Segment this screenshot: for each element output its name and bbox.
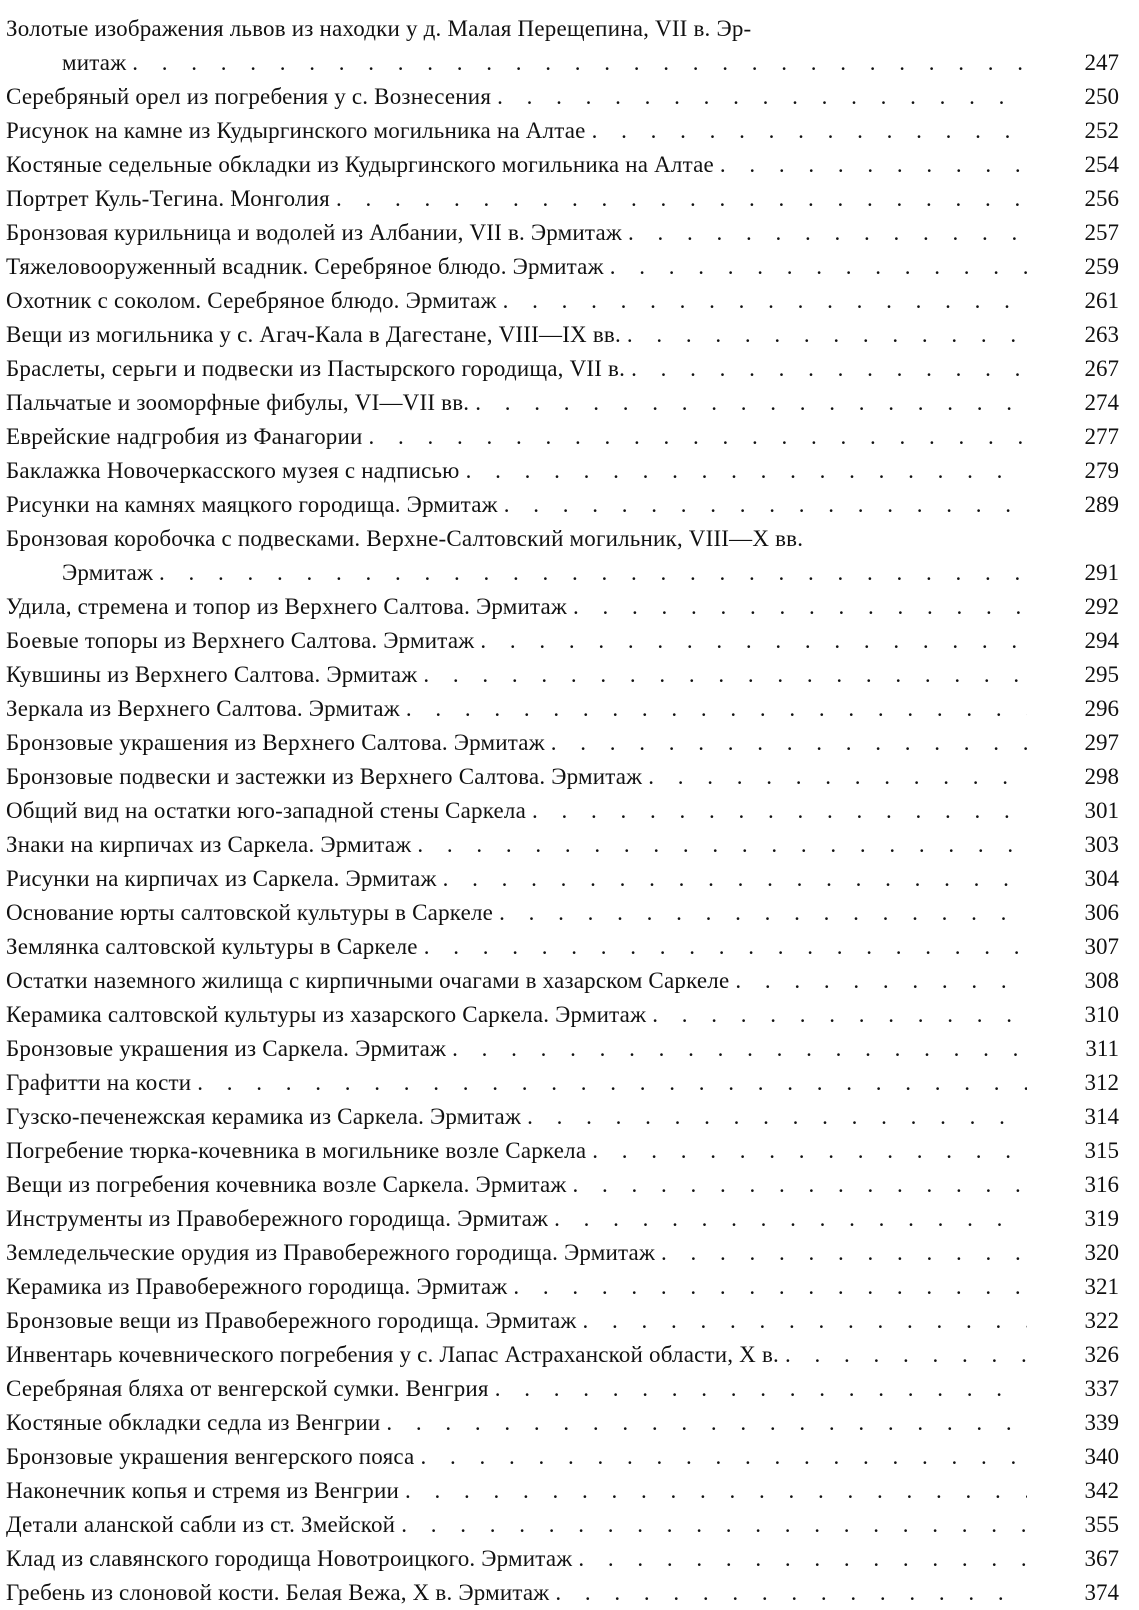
page-number: 316	[1084, 1172, 1119, 1197]
dot-leader	[631, 352, 1027, 386]
page-number: 279	[1084, 458, 1119, 483]
list-item	[6, 692, 1123, 726]
entry-text	[6, 726, 1027, 760]
entry-title: Бронзовая коробочка с подвесками. Верхне-Салтовский могильник, VIII—X вв.	[6, 526, 804, 551]
entry-title: Остатки наземного жилища с кирпичными очагами в хазарском Саркеле	[6, 968, 730, 993]
entry-title: Наконечник копья и стремя из Венгрии	[6, 1478, 399, 1503]
page-number: 374	[1084, 1580, 1119, 1605]
page-number: 263	[1084, 322, 1119, 347]
page-number: 311	[1085, 1036, 1119, 1061]
entry-title: Баклажка Новочеркасского музея с надписью	[6, 458, 460, 483]
dot-leader	[417, 828, 1027, 862]
page-number: 310	[1084, 1002, 1119, 1027]
entry-text	[6, 1134, 1027, 1168]
list-item	[6, 556, 1123, 590]
page-number: 247	[1084, 50, 1119, 75]
list-item	[6, 352, 1123, 386]
entry-title: Золотые изображения львов из находки у д. Малая Перещепина, VII в. Эр-	[6, 16, 752, 41]
list-item	[6, 1066, 1123, 1100]
list-item	[6, 386, 1123, 420]
dot-leader	[197, 1066, 1027, 1100]
entry-title: Серебряный орел из погребения у с. Вознесения	[6, 84, 492, 109]
list-item	[6, 1508, 1123, 1542]
page-number: 314	[1084, 1104, 1119, 1129]
dot-leader	[466, 454, 1027, 488]
list-item	[6, 1406, 1123, 1440]
entry-text	[62, 46, 1027, 80]
dot-leader	[592, 114, 1027, 148]
entry-text	[6, 964, 1027, 998]
entry-title: Вещи из могильника у с. Агач-Кала в Дагестане, VIII—IX вв.	[6, 322, 621, 347]
entry-text	[6, 1338, 1027, 1372]
entry-title: Керамика салтовской культуры из хазарского Саркела. Эрмитаж	[6, 1002, 647, 1027]
entry-text	[6, 182, 1027, 216]
list-item	[6, 828, 1123, 862]
entry-title: Землянка салтовской культуры в Саркеле	[6, 934, 418, 959]
list-item	[6, 114, 1123, 148]
entry-text	[6, 420, 1027, 454]
dot-leader	[132, 46, 1027, 80]
page-number: 277	[1084, 424, 1119, 449]
list-item	[6, 318, 1123, 352]
page-number: 321	[1084, 1274, 1119, 1299]
entry-title: Боевые топоры из Верхнего Салтова. Эрмитаж	[6, 628, 475, 653]
list-item	[6, 1236, 1123, 1270]
entry-text	[6, 250, 1027, 284]
entry-title: Кувшины из Верхнего Салтова. Эрмитаж	[6, 662, 418, 687]
page-number: 308	[1084, 968, 1119, 993]
page-number: 307	[1084, 934, 1119, 959]
list-item	[6, 488, 1123, 522]
entry-text	[6, 454, 1027, 488]
entry-title: Гребень из слоновой кости. Белая Вежа, X в. Эрмитаж	[6, 1580, 550, 1605]
dot-leader	[480, 624, 1027, 658]
list-item	[6, 1134, 1123, 1168]
page-number: 340	[1084, 1444, 1119, 1469]
entry-text	[6, 1372, 1027, 1406]
entry-title: Костяные обкладки седла из Венгрии	[6, 1410, 381, 1435]
entry-title: Рисунок на камне из Кудыргинского могильника на Алтае	[6, 118, 586, 143]
list-item	[6, 216, 1123, 250]
list-item	[6, 998, 1123, 1032]
list-item	[6, 1270, 1123, 1304]
dot-leader	[503, 284, 1027, 318]
entry-text	[6, 1066, 1027, 1100]
entry-title: Тяжеловооруженный всадник. Серебряное блюдо. Эрмитаж	[6, 254, 604, 279]
entry-title: Детали аланской сабли из ст. Змейской	[6, 1512, 396, 1537]
page-number: 261	[1084, 288, 1119, 313]
entry-title: Вещи из погребения кочевника возле Саркела. Эрмитаж	[6, 1172, 567, 1197]
page-number: 319	[1084, 1206, 1119, 1231]
page-number: 297	[1084, 730, 1119, 755]
list-item	[6, 1032, 1123, 1066]
entry-text	[6, 522, 1123, 556]
entry-text	[6, 624, 1027, 658]
illustration-list	[6, 12, 1123, 1610]
dot-leader	[406, 692, 1027, 726]
page-number: 337	[1084, 1376, 1119, 1401]
entry-text	[6, 692, 1027, 726]
entry-title: Графитти на кости	[6, 1070, 192, 1095]
page-number: 312	[1084, 1070, 1119, 1095]
page-number: 254	[1084, 152, 1119, 177]
entry-text	[6, 896, 1027, 930]
page-number: 250	[1084, 84, 1119, 109]
entry-title: Бронзовые украшения венгерского пояса	[6, 1444, 415, 1469]
entry-text	[6, 1202, 1027, 1236]
entry-text	[6, 80, 1027, 114]
entry-title: митаж	[62, 50, 127, 75]
entry-title: Еврейские надгробия из Фанагории	[6, 424, 363, 449]
page-number: 303	[1084, 832, 1119, 857]
dot-leader	[424, 930, 1027, 964]
page-number: 292	[1084, 594, 1119, 619]
list-item	[6, 930, 1123, 964]
page-number: 342	[1084, 1478, 1119, 1503]
entry-text	[6, 1304, 1027, 1338]
list-item	[6, 284, 1123, 318]
entry-text	[6, 930, 1027, 964]
dot-leader	[627, 318, 1027, 352]
list-item	[6, 862, 1123, 896]
page-number: 326	[1084, 1342, 1119, 1367]
list-item	[6, 182, 1123, 216]
dot-leader	[423, 658, 1027, 692]
entry-title: Керамика из Правобережного городища. Эрмитаж	[6, 1274, 508, 1299]
list-item	[6, 1100, 1123, 1134]
dot-leader	[159, 556, 1027, 590]
dot-leader	[573, 590, 1027, 624]
page-number: 294	[1084, 628, 1119, 653]
entry-title: Браслеты, серьги и подвески из Пастырского городища, VII в.	[6, 356, 626, 381]
list-item	[6, 420, 1123, 454]
dot-leader	[592, 1134, 1027, 1168]
entry-text	[6, 1100, 1027, 1134]
list-item	[6, 148, 1123, 182]
dot-leader	[386, 1406, 1027, 1440]
dot-leader	[499, 896, 1027, 930]
entry-title: Бронзовая курильница и водолей из Албании, VII в. Эрмитаж	[6, 220, 622, 245]
dot-leader	[405, 1474, 1027, 1508]
entry-text	[6, 1406, 1027, 1440]
list-item	[6, 80, 1123, 114]
dot-leader	[336, 182, 1027, 216]
entry-text	[6, 658, 1027, 692]
page-number: 295	[1084, 662, 1119, 687]
entry-title: Бронзовые вещи из Правобережного городища. Эрмитаж	[6, 1308, 577, 1333]
entry-text	[6, 12, 1123, 46]
entry-title: Костяные седельные обкладки из Кудыргинского могильника на Алтае	[6, 152, 714, 177]
list-item	[6, 590, 1123, 624]
list-item	[6, 454, 1123, 488]
entry-text	[6, 1508, 1027, 1542]
entry-text	[6, 284, 1027, 318]
page-number: 291	[1084, 560, 1119, 585]
dot-leader	[628, 216, 1027, 250]
dot-leader	[495, 1372, 1027, 1406]
dot-leader	[720, 148, 1027, 182]
dot-leader	[610, 250, 1027, 284]
entry-title: Зеркала из Верхнего Салтова. Эрмитаж	[6, 696, 400, 721]
list-item	[6, 794, 1123, 828]
list-item	[6, 1474, 1123, 1508]
dot-leader	[573, 1168, 1027, 1202]
entry-text	[6, 998, 1027, 1032]
entry-title: Инвентарь кочевнического погребения у с. Лапас Астраханской области, X в.	[6, 1342, 779, 1367]
dot-leader	[652, 998, 1027, 1032]
entry-text	[6, 148, 1027, 182]
dot-leader	[735, 964, 1027, 998]
entry-title: Погребение тюрка-кочевника в могильнике возле Саркела	[6, 1138, 587, 1163]
entry-title: Земледельческие орудия из Правобережного городища. Эрмитаж	[6, 1240, 656, 1265]
list-item	[6, 726, 1123, 760]
entry-text	[6, 862, 1027, 896]
entry-text	[6, 794, 1027, 828]
entry-title: Эрмитаж	[62, 560, 154, 585]
entry-title: Рисунки на кирпичах из Саркела. Эрмитаж	[6, 866, 437, 891]
dot-leader	[443, 862, 1027, 896]
dot-leader	[532, 794, 1027, 828]
list-item	[6, 896, 1123, 930]
dot-leader	[661, 1236, 1027, 1270]
page-number: 256	[1084, 186, 1119, 211]
list-item	[6, 1168, 1123, 1202]
page-number: 306	[1084, 900, 1119, 925]
dot-leader	[554, 1202, 1027, 1236]
entry-title: Знаки на кирпичах из Саркела. Эрмитаж	[6, 832, 412, 857]
list-item	[6, 1440, 1123, 1474]
entry-title: Бронзовые подвески и застежки из Верхнего Салтова. Эрмитаж	[6, 764, 643, 789]
entry-title: Удила, стремена и топор из Верхнего Салтова. Эрмитаж	[6, 594, 567, 619]
list-item	[6, 624, 1123, 658]
list-item	[6, 1372, 1123, 1406]
page-number: 367	[1084, 1546, 1119, 1571]
entry-title: Инструменты из Правобережного городища. Эрмитаж	[6, 1206, 549, 1231]
entry-title: Охотник с соколом. Серебряное блюдо. Эрмитаж	[6, 288, 497, 313]
list-item	[6, 964, 1123, 998]
page-number: 339	[1084, 1410, 1119, 1435]
dot-leader	[401, 1508, 1027, 1542]
entry-text	[6, 386, 1027, 420]
entry-title: Бронзовые украшения из Верхнего Салтова. Эрмитаж	[6, 730, 545, 755]
entry-title: Серебряная бляха от венгерской сумки. Венгрия	[6, 1376, 489, 1401]
dot-leader	[504, 488, 1027, 522]
entry-text	[6, 590, 1027, 624]
entry-text	[6, 828, 1027, 862]
dot-leader	[648, 760, 1027, 794]
list-item	[6, 250, 1123, 284]
page-number: 320	[1084, 1240, 1119, 1265]
dot-leader	[452, 1032, 1027, 1066]
dot-leader	[497, 80, 1027, 114]
entry-title: Пальчатые и зооморфные фибулы, VI—VII вв.	[6, 390, 470, 415]
list-item	[6, 1542, 1123, 1576]
dot-leader	[551, 726, 1027, 760]
entry-text	[6, 1270, 1027, 1304]
entry-text	[6, 1474, 1027, 1508]
page-number: 355	[1084, 1512, 1119, 1537]
entry-title: Основание юрты салтовской культуры в Саркеле	[6, 900, 494, 925]
dot-leader	[578, 1542, 1027, 1576]
entry-text	[6, 488, 1027, 522]
entry-text	[6, 352, 1027, 386]
entry-title: Общий вид на остатки юго-западной стены Саркела	[6, 798, 526, 823]
entry-text	[6, 1032, 1027, 1066]
dot-leader	[583, 1304, 1028, 1338]
dot-leader	[527, 1100, 1027, 1134]
dot-leader	[475, 386, 1027, 420]
page-number: 315	[1084, 1138, 1119, 1163]
list-item	[6, 1202, 1123, 1236]
entry-title: Бронзовые украшения из Саркела. Эрмитаж	[6, 1036, 447, 1061]
list-item	[6, 12, 1123, 46]
page-number: 274	[1084, 390, 1119, 415]
page-number: 257	[1084, 220, 1119, 245]
entry-title: Рисунки на камнях маяцкого городища. Эрмитаж	[6, 492, 498, 517]
dot-leader	[369, 420, 1028, 454]
dot-leader	[555, 1576, 1027, 1610]
dot-leader	[785, 1338, 1027, 1372]
list-item	[6, 658, 1123, 692]
page-number: 298	[1084, 764, 1119, 789]
list-item	[6, 1304, 1123, 1338]
entry-text	[6, 1542, 1027, 1576]
page-number: 301	[1084, 798, 1119, 823]
entry-text	[6, 1236, 1027, 1270]
entry-text	[6, 760, 1027, 794]
entry-text	[6, 1576, 1027, 1610]
dot-leader	[420, 1440, 1027, 1474]
page-number: 304	[1084, 866, 1119, 891]
page-number: 322	[1084, 1308, 1119, 1333]
list-item	[6, 1576, 1123, 1610]
page-number: 252	[1084, 118, 1119, 143]
entry-text	[62, 556, 1027, 590]
list-item	[6, 522, 1123, 556]
list-item	[6, 46, 1123, 80]
page-number: 267	[1084, 356, 1119, 381]
entry-text	[6, 1168, 1027, 1202]
list-item	[6, 760, 1123, 794]
dot-leader	[513, 1270, 1027, 1304]
page-number: 289	[1084, 492, 1119, 517]
entry-text	[6, 318, 1027, 352]
page-number: 259	[1084, 254, 1119, 279]
entry-text	[6, 1440, 1027, 1474]
entry-title: Клад из славянского городища Новотроицкого. Эрмитаж	[6, 1546, 573, 1571]
entry-text	[6, 216, 1027, 250]
entry-text	[6, 114, 1027, 148]
list-item	[6, 1338, 1123, 1372]
entry-title: Портрет Куль-Тегина. Монголия	[6, 186, 330, 211]
page-number: 296	[1084, 696, 1119, 721]
entry-title: Гузско-печенежская керамика из Саркела. Эрмитаж	[6, 1104, 522, 1129]
